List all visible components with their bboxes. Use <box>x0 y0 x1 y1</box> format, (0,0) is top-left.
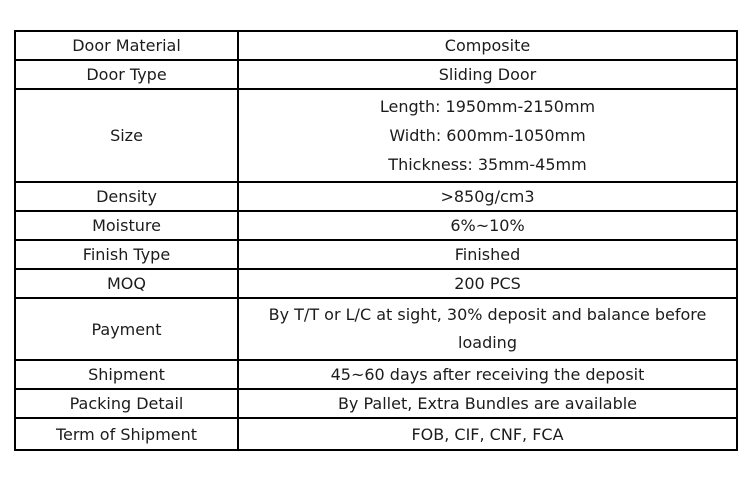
table-row <box>15 31 737 60</box>
label-shipment: Shipment <box>15 360 238 389</box>
table-row <box>15 360 737 389</box>
label-finish-type: Finish Type <box>15 240 238 269</box>
label-size: Size <box>15 89 238 182</box>
table-row <box>15 60 737 89</box>
value-payment: By T/T or L/C at sight, 30% deposit and balance before loading <box>238 298 737 360</box>
table-row <box>15 269 737 298</box>
table-row <box>15 298 737 360</box>
value-shipment: 45~60 days after receiving the deposit <box>238 360 737 389</box>
value-door-type: Sliding Door <box>238 60 737 89</box>
size-length-line: Length: 1950mm-2150mm <box>379 97 596 116</box>
size-thickness-line: Thickness: 35mm-45mm <box>388 155 587 174</box>
value-size <box>238 89 737 182</box>
label-moisture: Moisture <box>15 211 238 240</box>
label-packing-detail: Packing Detail <box>15 389 238 418</box>
value-term-of-shipment: FOB, CIF, CNF, FCA <box>238 418 737 450</box>
value-packing-detail: By Pallet, Extra Bundles are available <box>238 389 737 418</box>
value-moisture: 6%~10% <box>238 211 737 240</box>
table-row <box>15 211 737 240</box>
size-width-line: Width: 600mm-1050mm <box>389 126 586 145</box>
value-moq: 200 PCS <box>238 269 737 298</box>
label-density: Density <box>15 182 238 211</box>
label-term-of-shipment: Term of Shipment <box>15 418 238 450</box>
value-density: >850g/cm3 <box>238 182 737 211</box>
table-row <box>15 182 737 211</box>
value-door-material: Composite <box>238 31 737 60</box>
label-door-material: Door Material <box>15 31 238 60</box>
table-row <box>15 418 737 450</box>
table-row <box>15 89 737 182</box>
value-finish-type: Finished <box>238 240 737 269</box>
table-row <box>15 240 737 269</box>
table-row <box>15 389 737 418</box>
label-moq: MOQ <box>15 269 238 298</box>
label-door-type: Door Type <box>15 60 238 89</box>
label-payment: Payment <box>15 298 238 360</box>
spec-table <box>14 30 738 451</box>
